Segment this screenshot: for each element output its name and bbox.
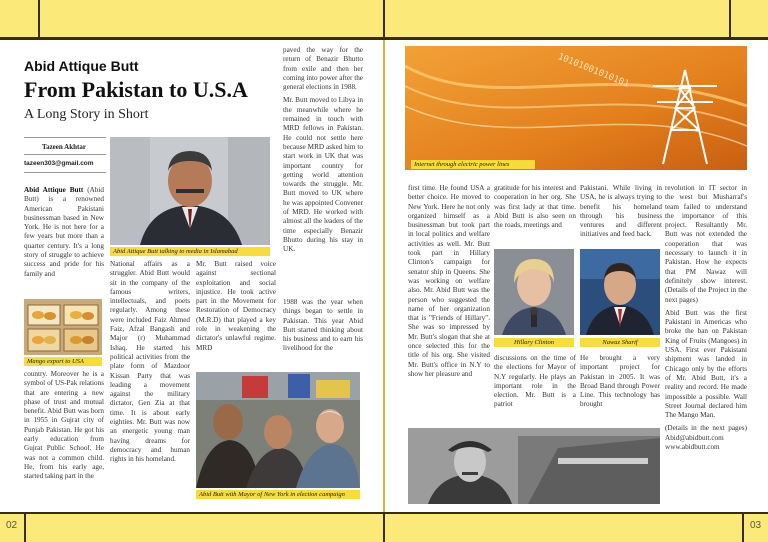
column-4-lower: 1988 was the year when things began to settle in Pakistan. This year Abid Butt started thinking about his business and to earn his livelihood for the [283, 298, 363, 353]
article-title: From Pakistan to U.S.A [24, 77, 248, 102]
caption-nawaz: Nawaz Sharif [580, 338, 660, 347]
author-rule-mid [24, 154, 106, 155]
portrait-photo [110, 137, 270, 245]
caption-portrait: Abid Attique Butt talking to media in Islamabad [110, 247, 270, 256]
column-4-upper: paved the way for the return of Benazir Bhutto from exile and then her coming into power after the general elections in 1988. Mr. Butt moved to Libya in the meanwhile where he remained in touch with MRD fellows in Pakistan. He could not settle here because MRD asked him to start work in UK that was important country for getting world attention towards the struggle. Mr. Butt moved to UK where he was appointed Convener of MRD. He worked with almost all the leaders of the time especially Benazir Bhutto during his stay in UK. [283, 46, 363, 254]
right-column-2-lower: discussions on the time of the elections for Mayor of N.Y regularly. He plays an important role in the election. Mr. Butt is a patriot [494, 354, 576, 409]
author-name: Tazeen Akhtar [42, 143, 86, 151]
article-subtitle: A Long Story in Short [24, 107, 149, 122]
article-kicker: Abid Attique Butt [24, 58, 139, 74]
author-email: tazeen303@gmail.com [24, 160, 94, 167]
page-number-right: 03 [750, 520, 762, 531]
caption-mayor: Abid Butt with Mayor of New York in election campaign [196, 490, 360, 499]
clinton-photo [494, 249, 574, 335]
mango-photo [24, 299, 102, 355]
right-column-3-upper: Pakistani. While living in USA, he is always trying to benefit his homeland through his business ventures and different initiatives and feed back. [580, 184, 662, 239]
right-column-3-lower: He brought a very important project for Pakistan in 2005. It was Broad Band through Power Line. This technology has brought [580, 354, 660, 409]
caption-mango: Mango export to USA [24, 357, 102, 366]
caption-clinton: Hillary Clinton [494, 338, 574, 347]
column-1-top: Abid Attique Butt (Abid Butt) is a renowned American Pakistani businessman based in New York. He is not here for a few years but more than a quarter century. It's a long story of struggle to achieve success and pride for his family and [24, 186, 104, 278]
banner-binary-digits: 10101001010101 [556, 52, 631, 90]
page-number-left: 02 [6, 520, 18, 531]
page-gutter [383, 40, 385, 512]
bottom-band [0, 512, 768, 542]
top-band [0, 0, 768, 40]
historic-photo [408, 428, 660, 504]
column-3-upper: Mr. Butt raised voice against sectional exploitation and social injustice. He took active part in the Movement for Restoration of Democracy (M.R.D) that played a key role in weakening the dictator's unlawful regime. MRD [196, 260, 276, 352]
column-2: National affairs as a struggler. Abid Butt would sit in the company of the famous writers, intellectuals, and poets regularly. Among these were included Faiz Ahmed Faiz, Afzal Bangash and Major (r) Muhammad Ishaq. He started his political activities from the plate form of Mazdoor Kissan Party that was leading a movement against the military dictator, Gen Zia at that time. It is about early eighties. Mr. Butt was now an energetic young man having dreams for democracy and human rights in his homeland. [110, 260, 190, 464]
right-column-4: revolution in IT sector in the west but Musharraf's team failed to understand the importance of this project. Resultantly Mr. Butt was not extended the cooperation that was necessary to launch it in Pakistan. How he expects that PM Nawaz will definitely show interest. (Details of the Project in the next pages) Abid Butt was the first Pakistani in Americas who broke the ban on Pakistan King of Fruits (Mangoes) in USA. First ever Pakistani shipment was landed in Chicago only by the efforts of Mr. Abid Butt, it's a reality and record. He made impossible a possible. Wall Street Journal declared him The Mango Man. (Details in the next pages) Abid@abidbutt.com www.abidbutt.com [665, 184, 747, 452]
right-column-2-upper: gratitude for his interest and cooperation in her org. She was first lady at that time. Abid Butt is also seen on the roads, meetings and [494, 184, 576, 230]
mayor-campaign-photo [196, 372, 360, 488]
column-1-bottom: country. Moreover he is a symbol of US-Pak relations that are entering a new phase of trust and mutual benefit. Abid Butt was born in 1955 in Gujrat city of Punjab Pakistan. He got his early education from Gujrat Public School. He was not a common child. He, from his early age, started taking part in the [24, 370, 104, 481]
author-rule-top [24, 137, 106, 138]
author-rule-bottom [24, 172, 106, 173]
caption-internet: Internet through electric power lines [411, 160, 535, 169]
right-column-1: first time. He found USA a better choice. He moved to New York. Here he not only organized himself as a businessman but took part in local politics and welfare activities as well. Mr. Butt took part in Hillary Clinton's campaign for senator ship in Queens. She was working on welfare also. Mr. Abid Butt was the person who suggested the name of her organization that is "Friends of Hillary". She was so impressed by Mr. Butt's slogan that she at once selected this for the title of his org. She visited Mr. Butt's office in N.Y to show her pleasure and [408, 184, 490, 378]
nawaz-photo [580, 249, 660, 335]
